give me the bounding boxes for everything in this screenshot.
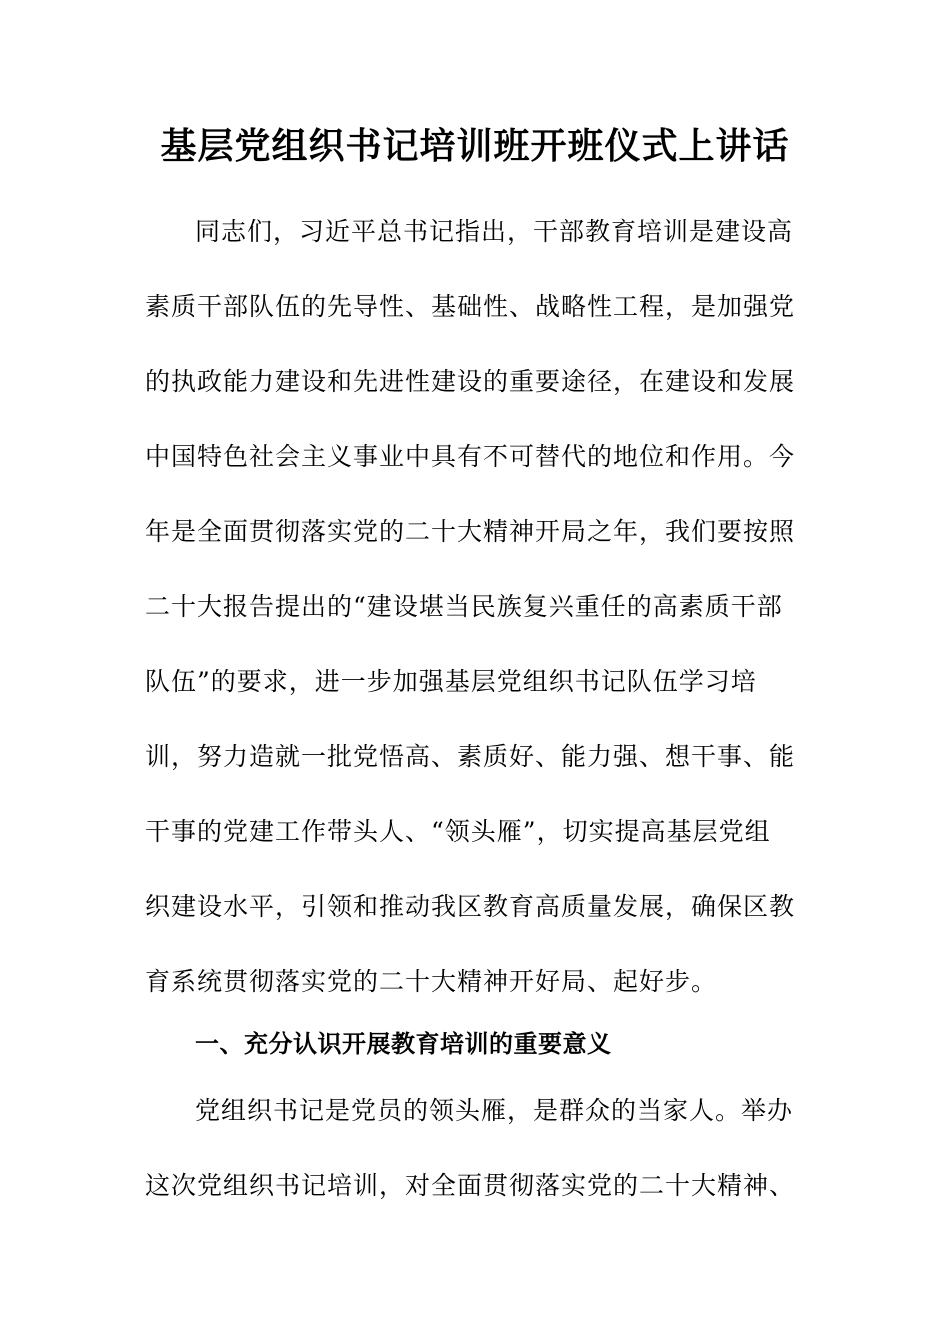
paragraph-line: 年是全面贯彻落实党的二十大精神开局之年，我们要按照	[145, 517, 796, 546]
section-heading: 一、充分认识开展教育培训的重要意义	[195, 1030, 612, 1058]
paragraph-line: 同志们，习近平总书记指出，干部教育培训是建设高	[195, 217, 794, 246]
paragraph-line: 素质干部队伍的先导性、基础性、战略性工程，是加强党	[145, 292, 796, 321]
paragraph-line: 的执政能力建设和先进性建设的重要途径，在建设和发展	[145, 367, 796, 396]
document-title: 基层党组织书记培训班开班仪式上讲话	[160, 125, 790, 167]
paragraph-line: 训，努力造就一批党悟高、素质好、能力强、想干事、能	[145, 742, 796, 771]
paragraph-line: 党组织书记是党员的领头雁，是群众的当家人。举办	[195, 1096, 794, 1125]
paragraph-line: 干事的党建工作带头人、“领头雁”，切实提高基层党组	[145, 817, 771, 846]
paragraph-line: 这次党组织书记培训，对全面贯彻落实党的二十大精神、	[145, 1171, 796, 1200]
paragraph-line: 织建设水平，引领和推动我区教育高质量发展，确保区教	[145, 892, 796, 921]
paragraph-line: 队伍”的要求，进一步加强基层党组织书记队伍学习培	[145, 667, 757, 696]
paragraph-line: 二十大报告提出的“建设堪当民族复兴重任的高素质干部	[145, 592, 783, 621]
paragraph-line: 中国特色社会主义事业中具有不可替代的地位和作用。今	[145, 442, 796, 471]
paragraph-line: 育系统贯彻落实党的二十大精神开好局、起好步。	[145, 967, 718, 996]
